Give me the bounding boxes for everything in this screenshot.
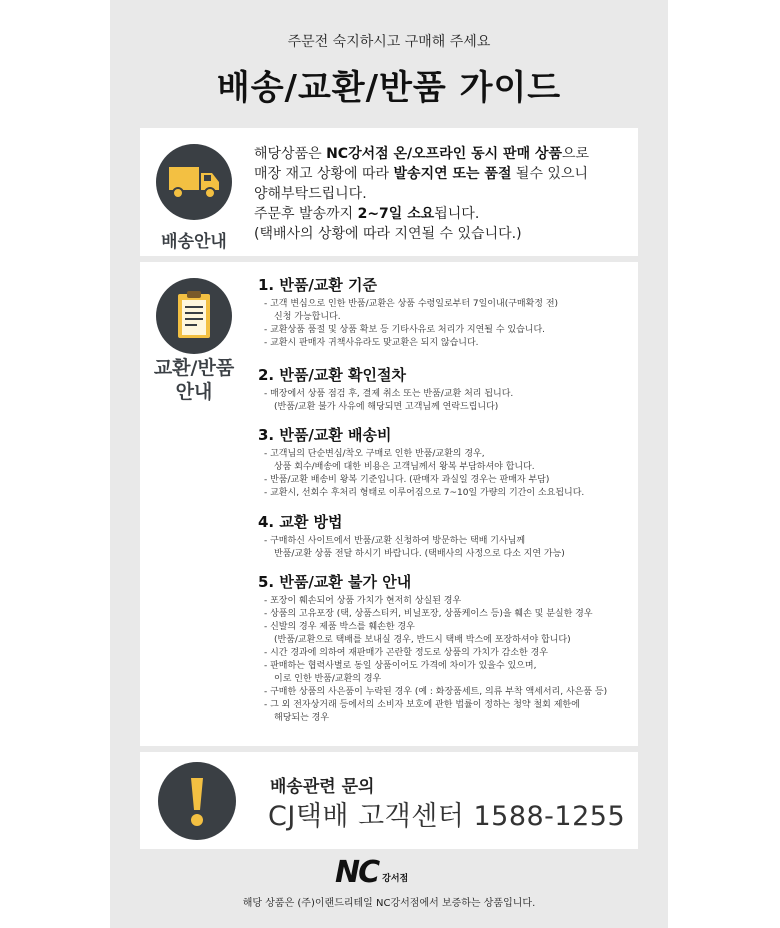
list-item: - 교환시 판매자 귀책사유라도 맞교환은 되지 않습니다.	[264, 338, 479, 348]
section-shipping-fee	[258, 424, 634, 500]
list-item: 상품 회수/배송에 대한 비용은 고객님께서 왕복 부담하셔야 합니다.	[274, 462, 535, 472]
list-item: - 포장이 훼손되어 상품 가치가 현저히 상실된 경우	[264, 596, 462, 606]
list-item: 반품/교환 상품 전달 하시기 바랍니다. (택배사의 사정으로 다소 지연 가능)	[274, 549, 565, 559]
order-notice: 주문전 숙지하시고 구매해 주세요	[287, 34, 491, 50]
delivery-text	[254, 144, 634, 244]
section-title: 5. 반품/교환 불가 안내	[258, 573, 412, 591]
exclamation-icon	[158, 762, 236, 840]
section-method	[258, 511, 634, 561]
list-item: - 교환상품 품절 및 상품 확보 등 기타사유로 처리가 지연될 수 있습니다.	[264, 325, 546, 335]
list-item: - 고객 변심으로 인한 반품/교환은 상품 수령일로부터 7일이내(구매확정 전)	[264, 299, 559, 309]
page-title: 배송/교환/반품 가이드	[216, 68, 562, 108]
section-title: 2. 반품/교환 확인절차	[258, 366, 406, 384]
section-title: 3. 반품/교환 배송비	[258, 426, 392, 444]
section-title: 4. 교환 방법	[258, 513, 343, 531]
list-item: - 상품의 고유포장 (택, 상품스티커, 비닐포장, 상품케이스 등)을 훼손 및 분실한 경우	[264, 609, 593, 619]
list-item: - 교환시, 선회수 후처리 형태로 이루어짐으로 7~10일 가량의 기간이 소요됩니다.	[264, 488, 585, 498]
inquiry-title: 배송관련 문의	[270, 777, 375, 797]
delivery-panel	[140, 128, 638, 256]
section-criteria	[258, 274, 634, 350]
list-item: - 그 외 전자상거래 등에서의 소비자 보호에 관한 법률이 정하는 청약 철회 제한에	[264, 700, 580, 710]
list-item: - 구매하신 사이트에서 반품/교환 신청하여 방문하는 택배 기사님께	[264, 536, 526, 546]
list-item: 신청 가능합니다.	[274, 312, 341, 322]
truck-icon	[156, 144, 232, 220]
inquiry-phone: CJ택배 고객센터 1588-1255	[268, 801, 626, 832]
list-item: (반품/교환으로 택배를 보내실 경우, 반드시 택배 박스에 포장하셔야 합니다)	[274, 635, 571, 645]
delivery-line-3: 양해부탁드립니다.	[254, 186, 367, 202]
list-item: 해당되는 경우	[274, 713, 330, 723]
list-item: - 반품/교환 배송비 왕복 기준입니다. (판매자 과실일 경우는 판매자 부담)	[264, 475, 550, 485]
clipboard-icon-circle	[156, 278, 232, 354]
list-item: - 신발의 경우 제품 박스를 훼손한 경우	[264, 622, 415, 632]
exclamation-icon-circle	[158, 762, 236, 840]
nc-logo	[335, 855, 409, 890]
list-item: - 매장에서 상품 점검 후, 결제 취소 또는 반품/교환 처리 됩니다.	[264, 389, 514, 399]
list-item: - 판매하는 협력사별로 동일 상품이어도 가격에 차이가 있을수 있으며,	[264, 661, 537, 671]
list-item: (반품/교환 불가 사유에 해당되면 고객님께 연락드립니다)	[274, 402, 499, 412]
section-procedure	[258, 364, 634, 414]
truck-icon-circle	[156, 144, 232, 220]
section-not-allowed	[258, 571, 634, 725]
delivery-label: 배송안내	[161, 232, 227, 252]
inquiry-panel	[140, 752, 638, 849]
section-title: 1. 반품/교환 기준	[258, 276, 377, 294]
list-item: 이로 인한 반품/교환의 경우	[274, 674, 382, 684]
guide-page	[110, 0, 668, 928]
logo-mark: NC	[335, 855, 379, 890]
clipboard-icon	[156, 278, 232, 354]
list-item: - 구매한 상품의 사은품이 누락된 경우 (예 : 화장품세트, 의류 부착 액세서리, 사은품 등)	[264, 687, 608, 697]
footer-text: 해당 상품은 (주)이랜드리테일 NC강서점에서 보증하는 상품입니다.	[242, 898, 536, 909]
delivery-line-5: (택배사의 상황에 따라 지연될 수 있습니다.)	[254, 226, 522, 242]
list-item: - 시간 경과에 의하여 재판매가 곤란할 정도로 상품의 가치가 감소한 경우	[264, 648, 548, 658]
delivery-line-2: 매장 재고 상황에 따라 발송지연 또는 품절 될수 있으니	[254, 166, 589, 182]
list-item: - 고객님의 단순변심/착오 구매로 인한 반품/교환의 경우,	[264, 449, 485, 459]
logo-branch: 강서점	[382, 874, 409, 884]
exchange-panel	[140, 262, 638, 746]
delivery-line-1: 해당상품은 NC강서점 온/오프라인 동시 판매 상품으로	[254, 146, 590, 162]
delivery-line-4: 주문후 발송까지 2~7일 소요됩니다.	[254, 206, 480, 222]
exchange-label: 교환/반품 안내	[153, 357, 235, 403]
